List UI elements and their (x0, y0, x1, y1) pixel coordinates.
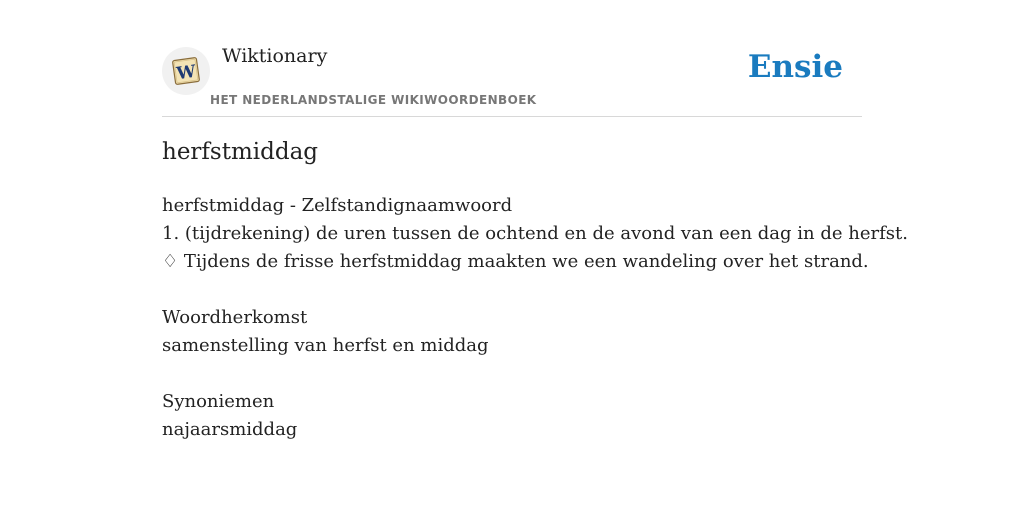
page-container (162, 0, 908, 440)
site-name-link[interactable]: Wiktionary (222, 45, 328, 67)
example-line: ♢ Tijdens de frisse herfstmiddag maakten we een wandeling over het strand. (162, 251, 869, 272)
etymology-text: samenstelling van herfst en middag (162, 335, 489, 356)
spacer (162, 276, 882, 304)
wiktionary-logo-icon[interactable] (162, 47, 210, 95)
spacer (162, 360, 882, 388)
etymology-heading: Woordherkomst (162, 307, 308, 328)
synonyms-heading: Synoniemen (162, 391, 275, 412)
logo-tile-graphic (170, 55, 202, 87)
definition-line: 1. (tijdrekening) de uren tussen de ochtend en de avond van een dag in de herfst. (162, 223, 908, 244)
logo-letter: W (175, 61, 198, 85)
ensie-brand-link[interactable]: Ensie (747, 49, 843, 85)
entry-content (162, 192, 908, 444)
page-title: herfstmiddag (162, 139, 319, 165)
site-header (162, 0, 862, 117)
synonyms-text: najaarsmiddag (162, 419, 298, 440)
site-tagline: HET NEDERLANDSTALIGE WIKIWOORDENBOEK (210, 93, 537, 107)
part-of-speech-line: herfstmiddag - Zelfstandignaamwoord (162, 195, 513, 216)
